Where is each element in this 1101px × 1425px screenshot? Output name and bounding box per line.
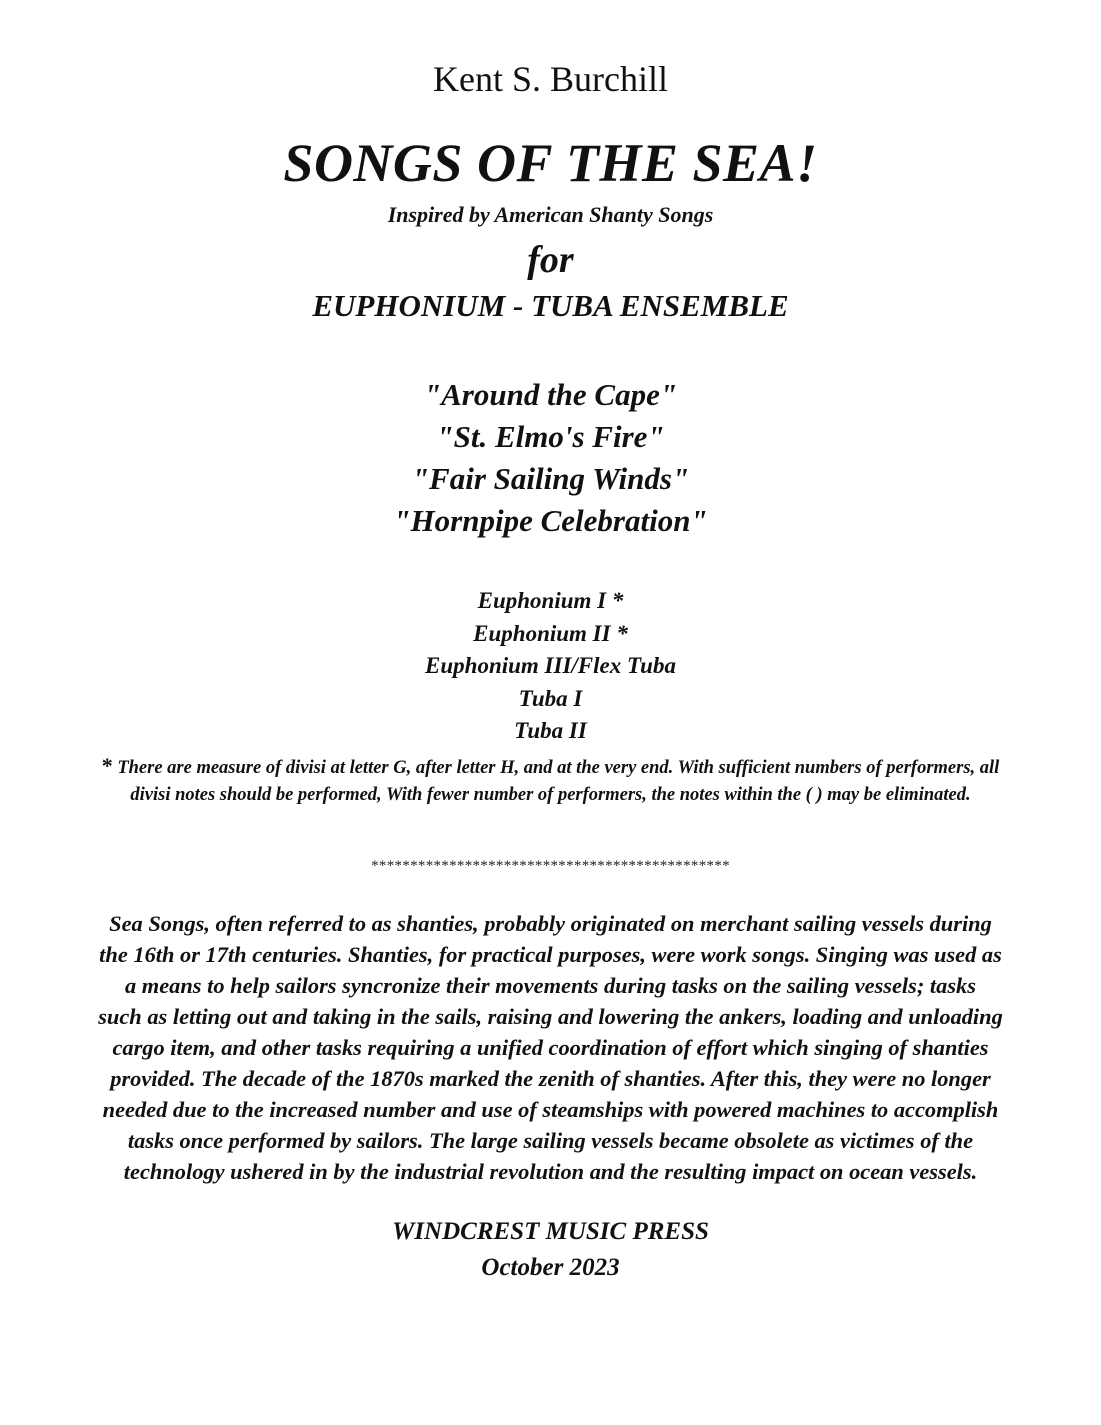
- movement-title: "Around the Cape": [423, 377, 678, 412]
- movement-title: "Hornpipe Celebration": [393, 503, 708, 538]
- paragraph-line: needed due to the increased number and use of steamships with powered machines to accomplish: [102, 1097, 999, 1122]
- paragraph-line: such as letting out and taking in the sails, raising and lowering the ankers, loading and unloading: [98, 1004, 1003, 1029]
- movement-list: [0, 374, 1101, 542]
- paragraph-line: technology ushered in by the industrial revolution and the resulting impact on ocean vessels.: [123, 1159, 978, 1184]
- movement-title: "Fair Sailing Winds": [411, 461, 690, 496]
- history-paragraph: [50, 908, 1051, 1187]
- instrument-part: Euphonium I *: [477, 588, 624, 613]
- paragraph-line: cargo item, and other tasks requiring a unified coordination of effort which singing of shanties: [112, 1035, 989, 1060]
- paragraph-line: tasks once performed by sailors. The large sailing vessels became obsolete as victimes of the: [127, 1128, 974, 1153]
- instrument-part: Tuba II: [514, 718, 587, 743]
- ensemble-name: EUPHONIUM - TUBA ENSEMBLE: [312, 288, 789, 323]
- instrument-part: Tuba I: [518, 685, 583, 711]
- divisi-footnote: [40, 752, 1061, 809]
- work-title: SONGS OF THE SEA!: [283, 133, 818, 193]
- instrumentation-list: [0, 585, 1101, 748]
- instrument-part: Euphonium II *: [473, 620, 628, 646]
- paragraph-line: provided. The decade of the 1870s marked the zenith of shanties. After this, they were no longer: [110, 1066, 991, 1091]
- footnote-line: There are measure of divisi at letter G, after letter H, and at the very end. With sufficient numbers of performers, all: [117, 758, 1000, 778]
- movement-title: "St. Elmo's Fire": [436, 419, 665, 454]
- for-label: for: [527, 239, 574, 281]
- work-subtitle: Inspired by American Shanty Songs: [387, 202, 714, 227]
- footnote-marker: *: [101, 753, 113, 778]
- instrument-part: Euphonium III/Flex Tuba: [425, 653, 676, 678]
- paragraph-line: the 16th or 17th centuries. Shanties, for practical purposes, were work songs. Singing was used as: [99, 942, 1002, 967]
- publisher-name: WINDCREST MUSIC PRESS: [392, 1218, 709, 1245]
- asterisk-divider: **********************************************: [371, 858, 730, 874]
- footnote-line: divisi notes should be performed, With fewer number of performers, the notes within the ( ) may be eliminated.: [130, 785, 971, 805]
- paragraph-line: a means to help sailors syncronize their movements during tasks on the sailing vessels; tasks: [125, 973, 976, 998]
- paragraph-line: Sea Songs, often referred to as shanties, probably originated on merchant sailing vessels during: [109, 911, 992, 936]
- publication-date: October 2023: [481, 1254, 620, 1281]
- composer-name: Kent S. Burchill: [433, 59, 668, 99]
